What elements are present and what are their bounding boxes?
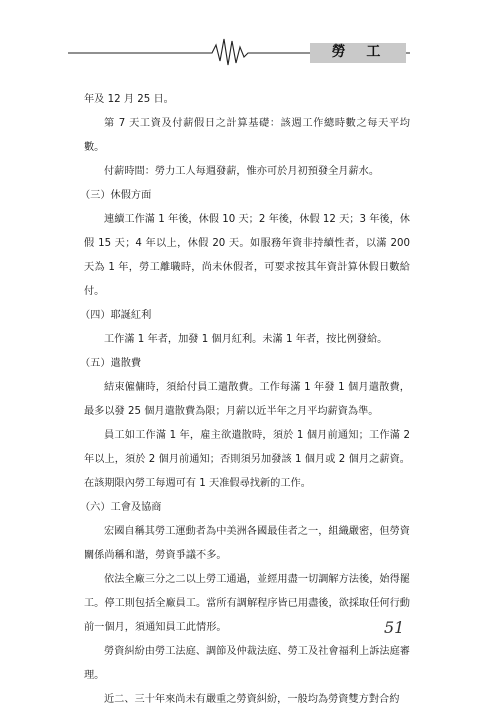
heartbeat-line-decoration [0, 30, 480, 70]
header-title: 勞 工 [331, 44, 389, 60]
paragraph: 近二、三十年來尚未有嚴重之勞資糾紛，一般均為勞資雙方對合約 [104, 694, 400, 705]
paragraph: 結束僱傭時，須給付員工遣散費。工作每滿 1 年發 1 個月遣散費，最多以發 25 個月遣散費為限；月薪以近半年之月平均薪資為準。 [84, 382, 410, 417]
section-heading: （四）耶誕紅利 [80, 310, 152, 321]
paragraph: 宏國自稱其勞工運動者為中美洲各國最佳者之一，組織嚴密，但勞資關係尚稱和諧，勞資爭議不多。 [84, 526, 410, 561]
section-heading: （三）休假方面 [80, 190, 152, 201]
running-header [0, 30, 480, 70]
paragraph: 付薪時間：勞力工人每週發薪，惟亦可於月初預發全月薪水。 [104, 166, 380, 177]
paragraph: 工作滿 1 年者，加發 1 個月紅利。未滿 1 年者，按比例發給。 [104, 334, 388, 345]
page-body [80, 88, 410, 712]
paragraph: 勞資糾紛由勞工法庭、調節及仲裁法庭、勞工及社會福利上訴法庭審理。 [84, 646, 410, 681]
section-heading: （五）遣散費 [80, 358, 142, 369]
paragraph: 依法全廠三分之二以上勞工通過，並經用盡一切調解方法後，始得罷工。停工則包括全廠員工。當所有調解程序皆已用盡後，欲採取任何行動前一個月，須通知員工此情形。 [84, 574, 410, 633]
paragraph: 員工如工作滿 1 年，雇主欲遣散時，須於 1 個月前通知；工作滿 2 年以上，須於 2 個月前通知；否則須另加發該 1 個月或 2 個月之薪資。在該期限內勞工每週可有 1 天准假尋找新的工作。 [84, 430, 410, 489]
paragraph: 年及 12 月 25 日。 [84, 94, 174, 105]
paragraph: 第 7 天工資及付薪假日之計算基礎：該週工作總時數之每天平均數。 [84, 118, 410, 153]
section-heading: （六）工會及協商 [80, 502, 162, 513]
paragraph: 連續工作滿 1 年後，休假 10 天；2 年後，休假 12 天；3 年後，休假 15 天；4 年以上，休假 20 天。如服務年資非持續性者，以滿 200 天為 1 年，勞工離職時，尚未休假者，可要求按其年資計算休假日數給付。 [84, 214, 410, 297]
page-number: 51 [384, 618, 405, 637]
